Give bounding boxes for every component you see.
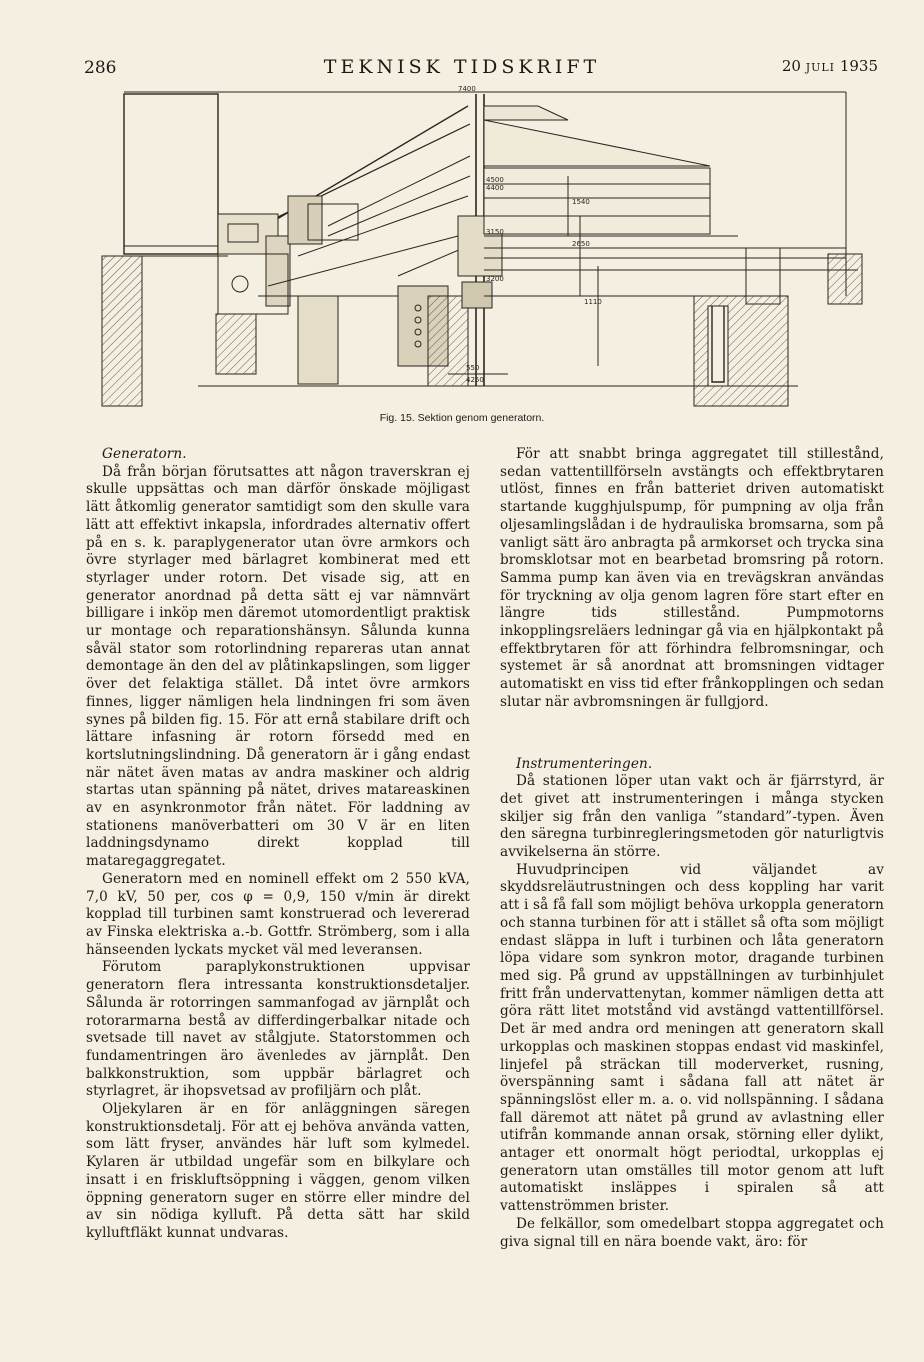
paragraph: Oljekylaren är en för anläggningen säregen konstruktionsdetalj. För att ej behöva använda vatten, som lätt fryser, användes här luft som kylmedel. Kylaren är utbildad ungefär som en bilkylare och insatt i en friskluftsöppning i väggen, genom vilken öppning generatorn suger en större eller mindre del av sin nödiga kylluft. På detta sätt har skild kylluftfläkt kunnat undvaras. (86, 1101, 470, 1241)
page-number: 286 (84, 58, 117, 78)
date-month: JULI (805, 61, 836, 74)
section-heading-instrumenteringen: Instrumenteringen. (516, 755, 653, 772)
generator-section-drawing (98, 86, 870, 408)
dim-label-2: 4400 (486, 184, 504, 192)
dim-label-4: 2650 (572, 240, 590, 248)
paragraph: Huvudprincipen vid väljandet av skyddsreläutrustningen och dess koppling har varit att i så få fall som möjligt behöva urkoppla generatorn och stanna turbinen för att i stället så ofta som möjligt endast släppa in luft i turbinen och låta generatorn löpa vidare som synkron motor, dragande turbinen med sig. På grund av uppställningen av turbinhjulet fritt från undervattenytan, kommer nämligen detta att göra rätt litet motstånd vid avstängd vattentillförsel. Det är med andra ord meningen att generatorn skall urkopplas och maskinen stoppas endast vid maskinfel, linjefel på sträckan till moderverket, rusning, överspänning samt i sådana fall att nätet är spänningslöst eller m. a. o. vid nollspänning. I sådana fall däremot att nätet på grund av avlastning eller utifrån kommande annan orsak, störning eller dylikt, antager ett onormalt högt periodtal, urkopplas ej generatorn utan omställes till motor genom att luft automatiskt insläppes i spiralen så att vattenströmmen brister. (500, 861, 884, 1215)
page-header (0, 52, 924, 82)
right-wall (828, 254, 862, 304)
paragraph: Då stationen löper utan vakt och är fjärrstyrd, är det givet att instrumenteringen i många stycken skiljer sig från den vanliga ”standard”-typen. Även den säregna turbinregleringsmetoden gör naturligtvis avvikelserna än större. (500, 773, 884, 861)
dim-label-1: 4500 (486, 176, 504, 184)
casing-right (484, 168, 710, 234)
paragraph: För att snabbt bringa aggregatet till stillestånd, sedan vattentillförseln avstängts och effektbrytaren utlöst, finnes en från batteriet driven automatiskt startande kugghjulspump, för pumpning av olja från oljesamlingslådan i de hydrauliska bromsarna, som på vanligt sätt äro anbragta på armkorset och trycka sina bromsklotsar mot en bearbetad bromsring på rotorn. Samma pump kan även via en trevägskran användas för tryckning av olja genom lagren före start efter en längre tids stillestånd. Pumpmotorns inkopplingsreläers ledningar gå via en hjälpkontakt på effektbrytaren för att förhindra felbromsningar, och systemet är så anordnat att bromsningen vidtager automatiskt en viss tid efter frånkopplingen och sedan slutar när avbromsningen är fullgjord. (500, 446, 884, 710)
canopy-top (484, 106, 568, 120)
paragraph: Då från början förutsattes att någon traverskran ej skulle uppsättas och man därför önskade möjligast lätt åtkomlig generator samtidigt som den skulle vara lätt att effektivt inkapsla, infordrades alternativ offert på en s. k. paraplygenerator utan övre armkors och övre styrlager med bärlagret kombinerat med ett styrlager under rotorn. Det visade sig, att en generator anordnad på detta sätt ej var nämnvärt billigare i inköp men däremot utomordentligt praktisk ur montage och reparationshänsyn. Sålunda kunna såväl stator som rotorlindning repareras utan annat demontage än den del av plåtinkapslingen, som ligger över det felaktiga stället. Då intet övre armkors finnes, ligger nämligen hela lindningen fri som även synes på bilden fig. 15. För att ernå stabilare drift och lättare infasning är rotorn försedd med en kortslutningslindning. Då generatorn är i gång endast när nätet även matas av andra maskiner och aldrig startas utan spänning på nätet, drives matareaskinen av en asynkronmotor från nätet. För laddning av stationens manöverbatteri om 30 V är en liten laddningsdynamo direkt kopplad till mataregaggregatet. (86, 463, 470, 870)
right-column (500, 446, 884, 1251)
date-day: 20 (781, 57, 801, 75)
dim-label-9: 4250 (466, 376, 484, 384)
dim-label-7: 3200 (486, 275, 504, 283)
section-heading-generatorn: Generatorn. (102, 446, 187, 462)
paragraph: Generatorn med en nominell effekt om 2 550 kVA, 7,0 kV, 50 per, cos φ = 0,9, 150 v/min är direkt kopplad till turbinen samt konstruerad och levererad av Finska elektriska a.-b. Gottfr. Strömberg, som i alla hänseenden lyckats mycket väl med leveransen. (86, 870, 470, 958)
paragraph: De felkällor, som omedelbart stoppa aggregatet och giva signal till en nära boende vakt, äro: för (500, 1215, 884, 1250)
dim-top-label: 7400 (458, 86, 476, 93)
journal-title: TEKNISK TIDSKRIFT (323, 56, 601, 78)
paragraph: Förutom paraplykonstruktionen uppvisar generatorn flera intressanta konstruktionsdetaljer. Sålunda är rotorringen sammanfogad av järnplåt och rotorarmarna bestå av differdingerbalkar nitade och svetsade till navet av stålgjute. Statorstommen och fundamentringen äro ävenledes av järnplåt. Den balkkonstruktion, som uppbär bärlagret och styrlagret, är ihopsvetsad av profiljärn och plåt. (86, 959, 470, 1100)
left-wall (102, 256, 142, 406)
left-column (86, 446, 470, 1243)
issue-date (782, 57, 878, 75)
dim-label-8: 550 (466, 364, 480, 372)
drawing-svg (98, 86, 870, 408)
dim-label-5: 1110 (584, 298, 602, 306)
dim-label-6: 3150 (486, 228, 504, 236)
dim-label-3: 1540 (572, 198, 590, 206)
figure-caption: Fig. 15. Sektion genom generatorn. (379, 412, 545, 424)
rotor-hub-circle (232, 276, 248, 292)
date-year: 1935 (839, 57, 878, 75)
